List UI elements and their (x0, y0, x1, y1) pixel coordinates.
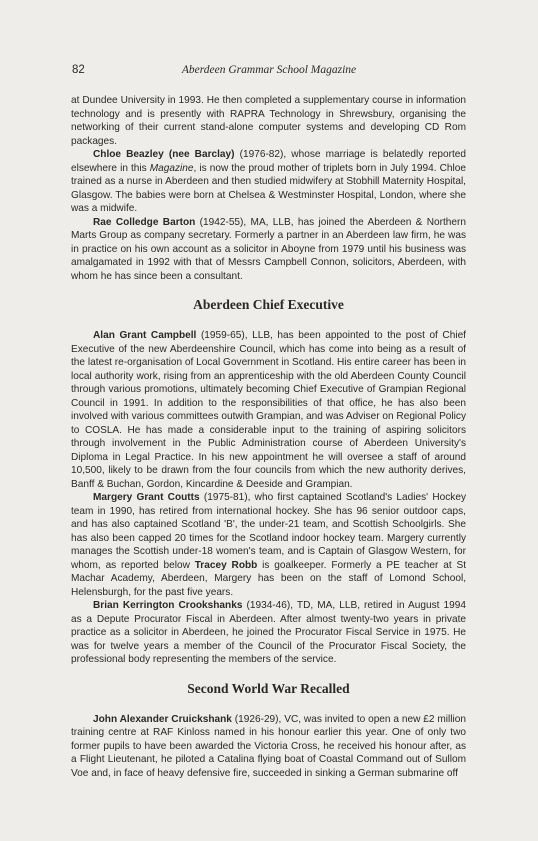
paragraph-brian-crookshanks: Brian Kerrington Crookshanks (1934-46), TD, MA, LLB, retired in August 1994 as a Depute Procurator Fiscal in Aberdeen. After almost twenty-two years in private practice as a solicitor in Aberdeen, he joined the Procurator Fiscal Service in 1975. He was for twelve years a member of the Council of the Procurator Fiscal Society, the professional body representing the members of the service. (71, 600, 466, 665)
paragraph-john-cruickshank: John Alexander Cruickshank (1926-29), VC, was invited to open a new £2 million training centre at RAF Kinloss named in his honour earlier this year. One of only two former pupils to have been awarded the Victoria Cross, he received his honour after, as a Flight Lieutenant, he piloted a Catalina flying boat of Coastal Command out of Sullom Voe and, in face of heavy defensive fire, succeeded in sinking a German submarine off (71, 713, 466, 779)
person-name: Tracey Robb (194, 559, 258, 571)
page-header (72, 64, 466, 80)
paragraph-margery-coutts: Margery Grant Coutts (1975-81), who first captained Scotland's Ladies' Hockey team in 1990, has retired from international hockey. She has 96 senior outdoor caps, and has also captained Scotland 'B', the under-21 team, and Scottish Schoolgirls. She has also been capped 20 times for the Scotland indoor hockey team. Margery currently manages the Scottish under-18 women's team, and is Captain of Glasgow Western, for whom, as reported below Tracey Robb is goalkeeper. Formerly a PE teacher at St Machar Academy, Aberdeen, Margery has been on the staff of Lomond School, Helensburgh, for the past five years. (71, 492, 466, 598)
paragraph-alan-campbell: Alan Grant Campbell (1959-65), LLB, has been appointed to the post of Chief Executive of the new Aberdeenshire Council, which has come into being as a result of the latest re-organisation of Local Government in Scotland. His entire career has been in local authority work, rising from an apprenticeship with the old Aberdeen County Council through various promotions, ultimately becoming Chief Executive of Grampian Regional Council in 1991. In addition to the responsibilities of that office, he has also been involved with various committees outwith Grampian, and was Adviser on Regional Policy to COSLA. He has made a considerable input to the training of aspiring solicitors through involvement in the Public Administration course of Aberdeen University's Diploma in Legal Practice. In his new appointment he will oversee a staff of around 10,500, likely to be drawn from the four councils from which the new authority derives, Banff & Buchan, Gordon, Kincardine & Deeside and Grampian. (71, 330, 466, 490)
paragraph-continuation: at Dundee University in 1993. He then completed a supplementary course in information technology and is presently with RAPRA Technology in Shrewsbury, organising the networking of their current stand-alone computer systems and developing CD Rom packages. (71, 95, 466, 147)
person-name: Brian Kerrington Crookshanks (93, 600, 243, 611)
paragraph-rae-barton: Rae Colledge Barton (1942-55), MA, LLB, has joined the Aberdeen & Northern Marts Group as company secretary. Formerly a partner in an Aberdeen law firm, he was in practice on his own account as a solicitor in Aboyne from 1979 until his business was amalgamated in 1992 with that of Messrs Campbell Connon, solicitors, Aberdeen, with whom he has since been a consultant. (71, 216, 466, 282)
page-number: 82 (72, 64, 85, 76)
person-name: Alan Grant Campbell (93, 330, 197, 341)
section-title-world-war: Second World War Recalled (187, 680, 350, 696)
magazine-italic: Magazine (149, 162, 194, 174)
person-name: Margery Grant Coutts (93, 492, 200, 503)
running-head: Aberdeen Grammar School Magazine (181, 64, 357, 76)
person-name: Chloe Beazley (nee Barclay) (93, 149, 235, 160)
article-body (71, 94, 466, 780)
section-title-chief-executive: Aberdeen Chief Executive (193, 297, 344, 312)
person-name: John Alexander Cruickshank (93, 713, 232, 725)
person-name: Rae Colledge Barton (93, 216, 196, 228)
paragraph-chloe-beazley: Chloe Beazley (nee Barclay) (1976-82), whose marriage is belatedly reported elsewhere in this Magazine, is now the proud mother of triplets born in July 1994. Chloe trained as a nurse in Aberdeen and then studied midwifery at Stobhill Maternity Hospital, Glasgow. The babies were born at Chelsea & Westminster Hospital, London, where she was a midwife. (71, 149, 466, 214)
